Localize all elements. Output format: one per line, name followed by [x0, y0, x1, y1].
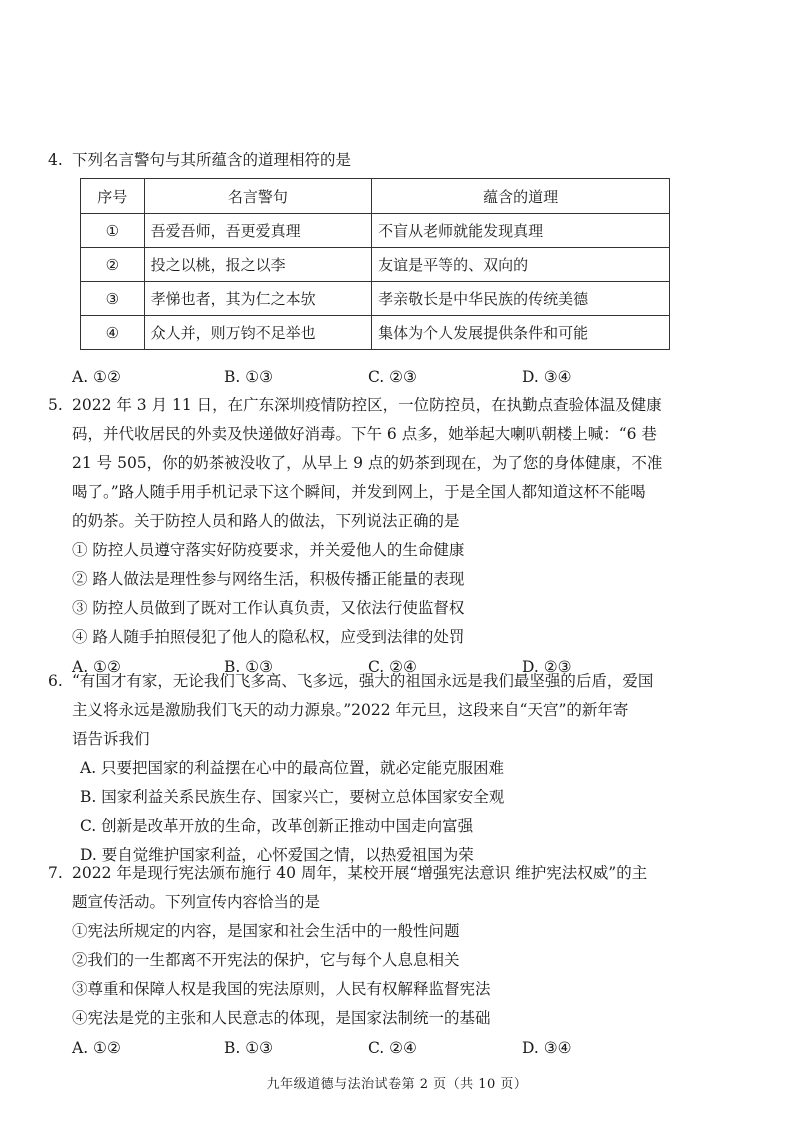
question-text-line: 2022 年 3 月 11 日，在广东深圳疫情防控区，一位防控员，在执勤点查验体温及健康 [72, 396, 662, 414]
table-cell: 孝亲敬长是中华民族的传统美德 [372, 282, 670, 316]
statement: ④宪法是党的主张和人民意志的体现，是国家法制统一的基础 [72, 1009, 491, 1027]
table-cell: 众人并，则万钧不足举也 [144, 316, 372, 350]
question-text-line: 的奶茶。关于防控人员和路人的做法，下列说法正确的是 [72, 512, 460, 530]
question-number: 5. [48, 396, 63, 414]
option-b[interactable]: B. 国家利益关系民族生存、国家兴亡，要树立总体国家安全观 [80, 788, 505, 806]
quotes-table [80, 178, 670, 350]
question-number: 4. [48, 151, 63, 169]
page-footer: 九年级道德与法治试卷第 2 页（共 10 页） [266, 1077, 528, 1092]
table-row [81, 316, 670, 350]
option-a[interactable]: A. ①② [72, 658, 121, 676]
statement: ③ 防控人员做到了既对工作认真负责，又依法行使监督权 [72, 599, 465, 617]
option-c[interactable]: C. 创新是改革开放的生命，改革创新正推动中国走向富强 [80, 817, 474, 835]
statement: ①宪法所规定的内容，是国家和社会生活中的一般性问题 [72, 922, 460, 940]
option-a[interactable]: A. ①② [72, 1039, 121, 1057]
table-cell: 友谊是平等的、双向的 [372, 248, 670, 282]
table-header: 名言警句 [144, 179, 372, 214]
question-stem: 下列名言警句与其所蕴含的道理相符的是 [72, 151, 352, 169]
question-number: 6. [48, 672, 63, 690]
table-cell: ④ [81, 316, 145, 350]
question-4-options [48, 362, 688, 392]
option-d[interactable]: D. ③④ [522, 368, 572, 386]
question-text-line: 主义将永远是激励我们飞天的动力源泉。”2022 年元旦，这段来自“天宫”的新年寄 [72, 701, 629, 719]
statement: ②我们的一生都离不开宪法的保护，它与每个人息息相关 [72, 951, 460, 969]
question-7 [48, 859, 688, 1063]
table-cell: 孝悌也者，其为仁之本欤 [144, 282, 372, 316]
question-text-line: 题宣传活动。下列宣传内容恰当的是 [72, 893, 321, 911]
question-text-line: “有国才有家，无论我们飞多高、飞多远，强大的祖国永远是我们最坚强的后盾，爱国 [72, 672, 654, 690]
option-d[interactable]: D. ②③ [522, 658, 572, 676]
question-number: 7. [48, 864, 63, 882]
table-header-row [81, 179, 670, 214]
option-d[interactable]: D. ③④ [522, 1039, 572, 1057]
question-text-line: 21 号 505，你的奶茶被没收了，从早上 9 点的奶茶到现在，为了您的身体健康，不准 [72, 454, 663, 472]
question-5 [48, 391, 688, 682]
option-c[interactable]: C. ②④ [368, 658, 417, 676]
question-text-line: 2022 年是现行宪法颁布施行 40 周年，某校开展“增强宪法意识 维护宪法权威”的主 [72, 864, 648, 882]
option-b[interactable]: B. ①③ [224, 368, 274, 386]
statement: ③尊重和保障人权是我国的宪法原则，人民有权解释监督宪法 [72, 980, 491, 998]
statement: ① 防控人员遵守落实好防疫要求，并关爱他人的生命健康 [72, 541, 465, 559]
option-c[interactable]: C. ②④ [368, 1039, 417, 1057]
question-6 [48, 667, 688, 870]
table-cell: ① [81, 214, 145, 248]
table-row [81, 282, 670, 316]
table-header: 序号 [81, 179, 145, 214]
table-cell: 吾爱吾师，吾更爱真理 [144, 214, 372, 248]
option-a[interactable]: A. 只要把国家的利益摆在心中的最高位置，就必定能克服困难 [80, 759, 505, 777]
option-d[interactable]: D. 要自觉维护国家利益，心怀爱国之情，以热爱祖国为荣 [80, 846, 474, 864]
option-b[interactable]: B. ①③ [224, 1039, 274, 1057]
table-row [81, 248, 670, 282]
statement: ② 路人做法是理性参与网络生活，积极传播正能量的表现 [72, 570, 465, 588]
option-c[interactable]: C. ②③ [368, 368, 417, 386]
table-cell: ③ [81, 282, 145, 316]
question-4 [48, 146, 688, 175]
option-a[interactable]: A. ①② [72, 368, 121, 386]
table-cell: ② [81, 248, 145, 282]
table-cell: 投之以桃，报之以李 [144, 248, 372, 282]
statement: ④ 路人随手拍照侵犯了他人的隐私权，应受到法律的处罚 [72, 628, 465, 646]
table-row [81, 214, 670, 248]
table-cell: 集体为个人发展提供条件和可能 [372, 316, 670, 350]
question-text-line: 码，并代收居民的外卖及快递做好消毒。下午 6 点多，她举起大喇叭朝楼上喊：“6 巷 [72, 425, 657, 443]
question-text-line: 喝了。”路人随手用手机记录下这个瞬间，并发到网上，于是全国人都知道这杯不能喝 [72, 483, 646, 501]
question-text-line: 语告诉我们 [72, 730, 150, 748]
table-cell: 不盲从老师就能发现真理 [372, 214, 670, 248]
table-header: 蕴含的道理 [372, 179, 670, 214]
option-b[interactable]: B. ①③ [224, 658, 274, 676]
